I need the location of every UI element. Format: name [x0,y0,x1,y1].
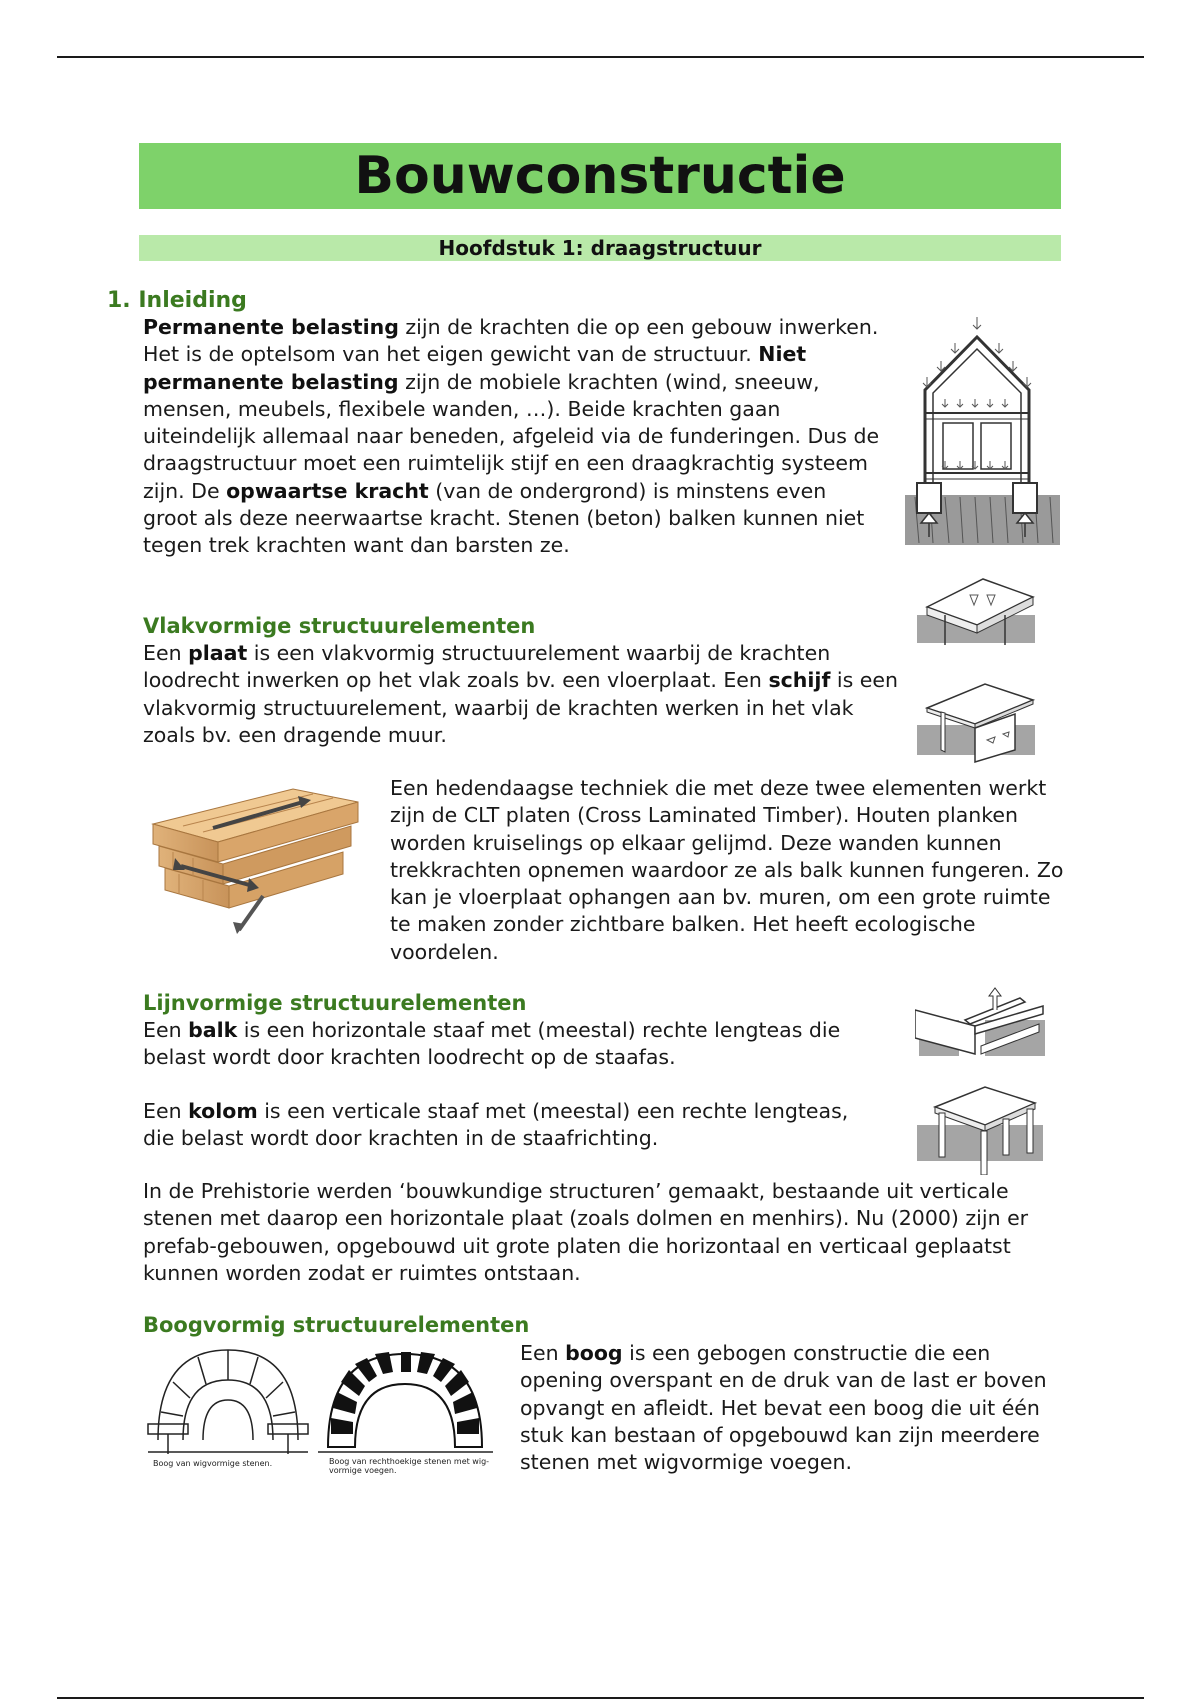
intro-text-1: zijn de krachten die op een gebouw inwerken. Het is de optelsom van het eigen gewicht van de structuur. [143,315,879,367]
balk-text-2: is een horizontale staaf met (meestal) rechte lengteas die belast wordt door krachten loodrecht op de staafas. [143,1018,841,1070]
balk-paragraph [143,1017,883,1072]
vlak-text-3: is een vlakvormig structuurelement, waarbij de krachten werken in het vlak zoals bv. een dragende muur. [143,668,898,747]
kolom-text-2: is een verticale staaf met (meestal) een rechte lengteas, die belast wordt door krachten in de staafrichting. [143,1099,849,1151]
term-boog: boog [565,1341,623,1365]
boog-text-1: Een [520,1341,566,1365]
plate-and-disc-diagram [915,575,1045,765]
clt-panel-illustration [143,784,368,934]
boog-text-2: is een gebogen constructie die een opening overspant en de druk van de last er boven opvangt en afleidt. Het bevat een boog die uit één stuk kan bestaan of opgebouwd kan zijn meerdere stenen met wigvormige voegen. [520,1341,1047,1475]
vlak-text-1: Een [143,641,189,665]
section-heading-inleiding [107,288,247,313]
term-niet-permanente-belasting: Niet permanente belasting [143,342,807,394]
vlak-paragraph [143,640,903,749]
term-schijf: schijf [768,668,831,693]
clt-paragraph: Een hedendaagse techniek die met deze twee elementen werkt zijn de CLT platen (Cross Laminated Timber). Houten planken worden kruiselings op elkaar gelijmd. Deze wanden kunnen trekkrachten opnemen waardoor ze als balk kunnen fungeren. Zo kan je vloerplaat ophangen aan bv. muren, om een grote ruimte te maken zonder zichtbare balken. Het heeft ecologische voordelen. [390,776,1064,964]
arch-caption-2-line1: Boog van rechthoekige stenen met wig- [329,1457,490,1466]
heading-boogvormig: Boogvormig structuurelementen [143,1313,530,1337]
house-load-diagram [905,315,1060,545]
document-title: Bouwconstructie [139,143,1061,209]
arch-caption-2-line2: vormige voegen. [329,1466,397,1475]
term-opwaartse-kracht: opwaartse kracht [226,478,429,503]
arch-diagrams [143,1342,503,1477]
intro-text-2: zijn de mobiele krachten (wind, sneeuw, mensen, meubels, flexibele wanden, …). Beide krachten gaan uiteindelijk allemaal naar beneden, afgeleid via de funderingen. Dus de draagstructuur moet een ruimtelijk stijf en een draagkrachtig systeem zijn. De [143,369,880,503]
section-number: 1. [107,288,131,313]
bottom-rule [57,1697,1144,1699]
arch-caption-1: Boog van wigvormige stenen. [153,1459,273,1468]
term-kolom: kolom [188,1099,258,1123]
balk-text-1: Een [143,1018,189,1042]
chapter-title: Hoofdstuk 1: draagstructuur [139,235,1061,261]
heading-lijnvormige: Lijnvormige structuurelementen [143,991,527,1015]
beam-and-column-diagram [915,980,1050,1175]
vlak-text-2: is een vlakvormig structuurelement waarbij de krachten loodrecht inwerken op het vlak zoals bv. een vloerplaat. Een [143,641,831,693]
prehistorie-paragraph: In de Prehistorie werden ‘bouwkundige structuren’ gemaakt, bestaande uit verticale stenen met daarop een horizontale plaat (zoals dolmen en menhirs). Nu (2000) zijn er prefab-gebouwen, opgebouwd uit grote platen die horizontaal en verticaal geplaatst kunnen worden zodat er ruimtes ontstaan. [143,1179,1029,1285]
intro-text-3: (van de ondergrond) is minstens even groot als deze neerwaartse kracht. Stenen (beton) balken kunnen niet tegen trek krachten want dan barsten ze. [143,478,865,558]
boog-paragraph [520,1340,1070,1476]
top-rule [57,56,1144,58]
kolom-text-1: Een [143,1099,189,1123]
heading-vlakvormige: Vlakvormige structuurelementen [143,614,536,638]
term-permanente-belasting: Permanente belasting [143,315,399,339]
intro-paragraph [143,314,883,560]
term-plaat: plaat [188,641,248,665]
term-balk: balk [188,1018,238,1042]
section-title: Inleiding [138,288,247,313]
kolom-paragraph [143,1098,883,1153]
